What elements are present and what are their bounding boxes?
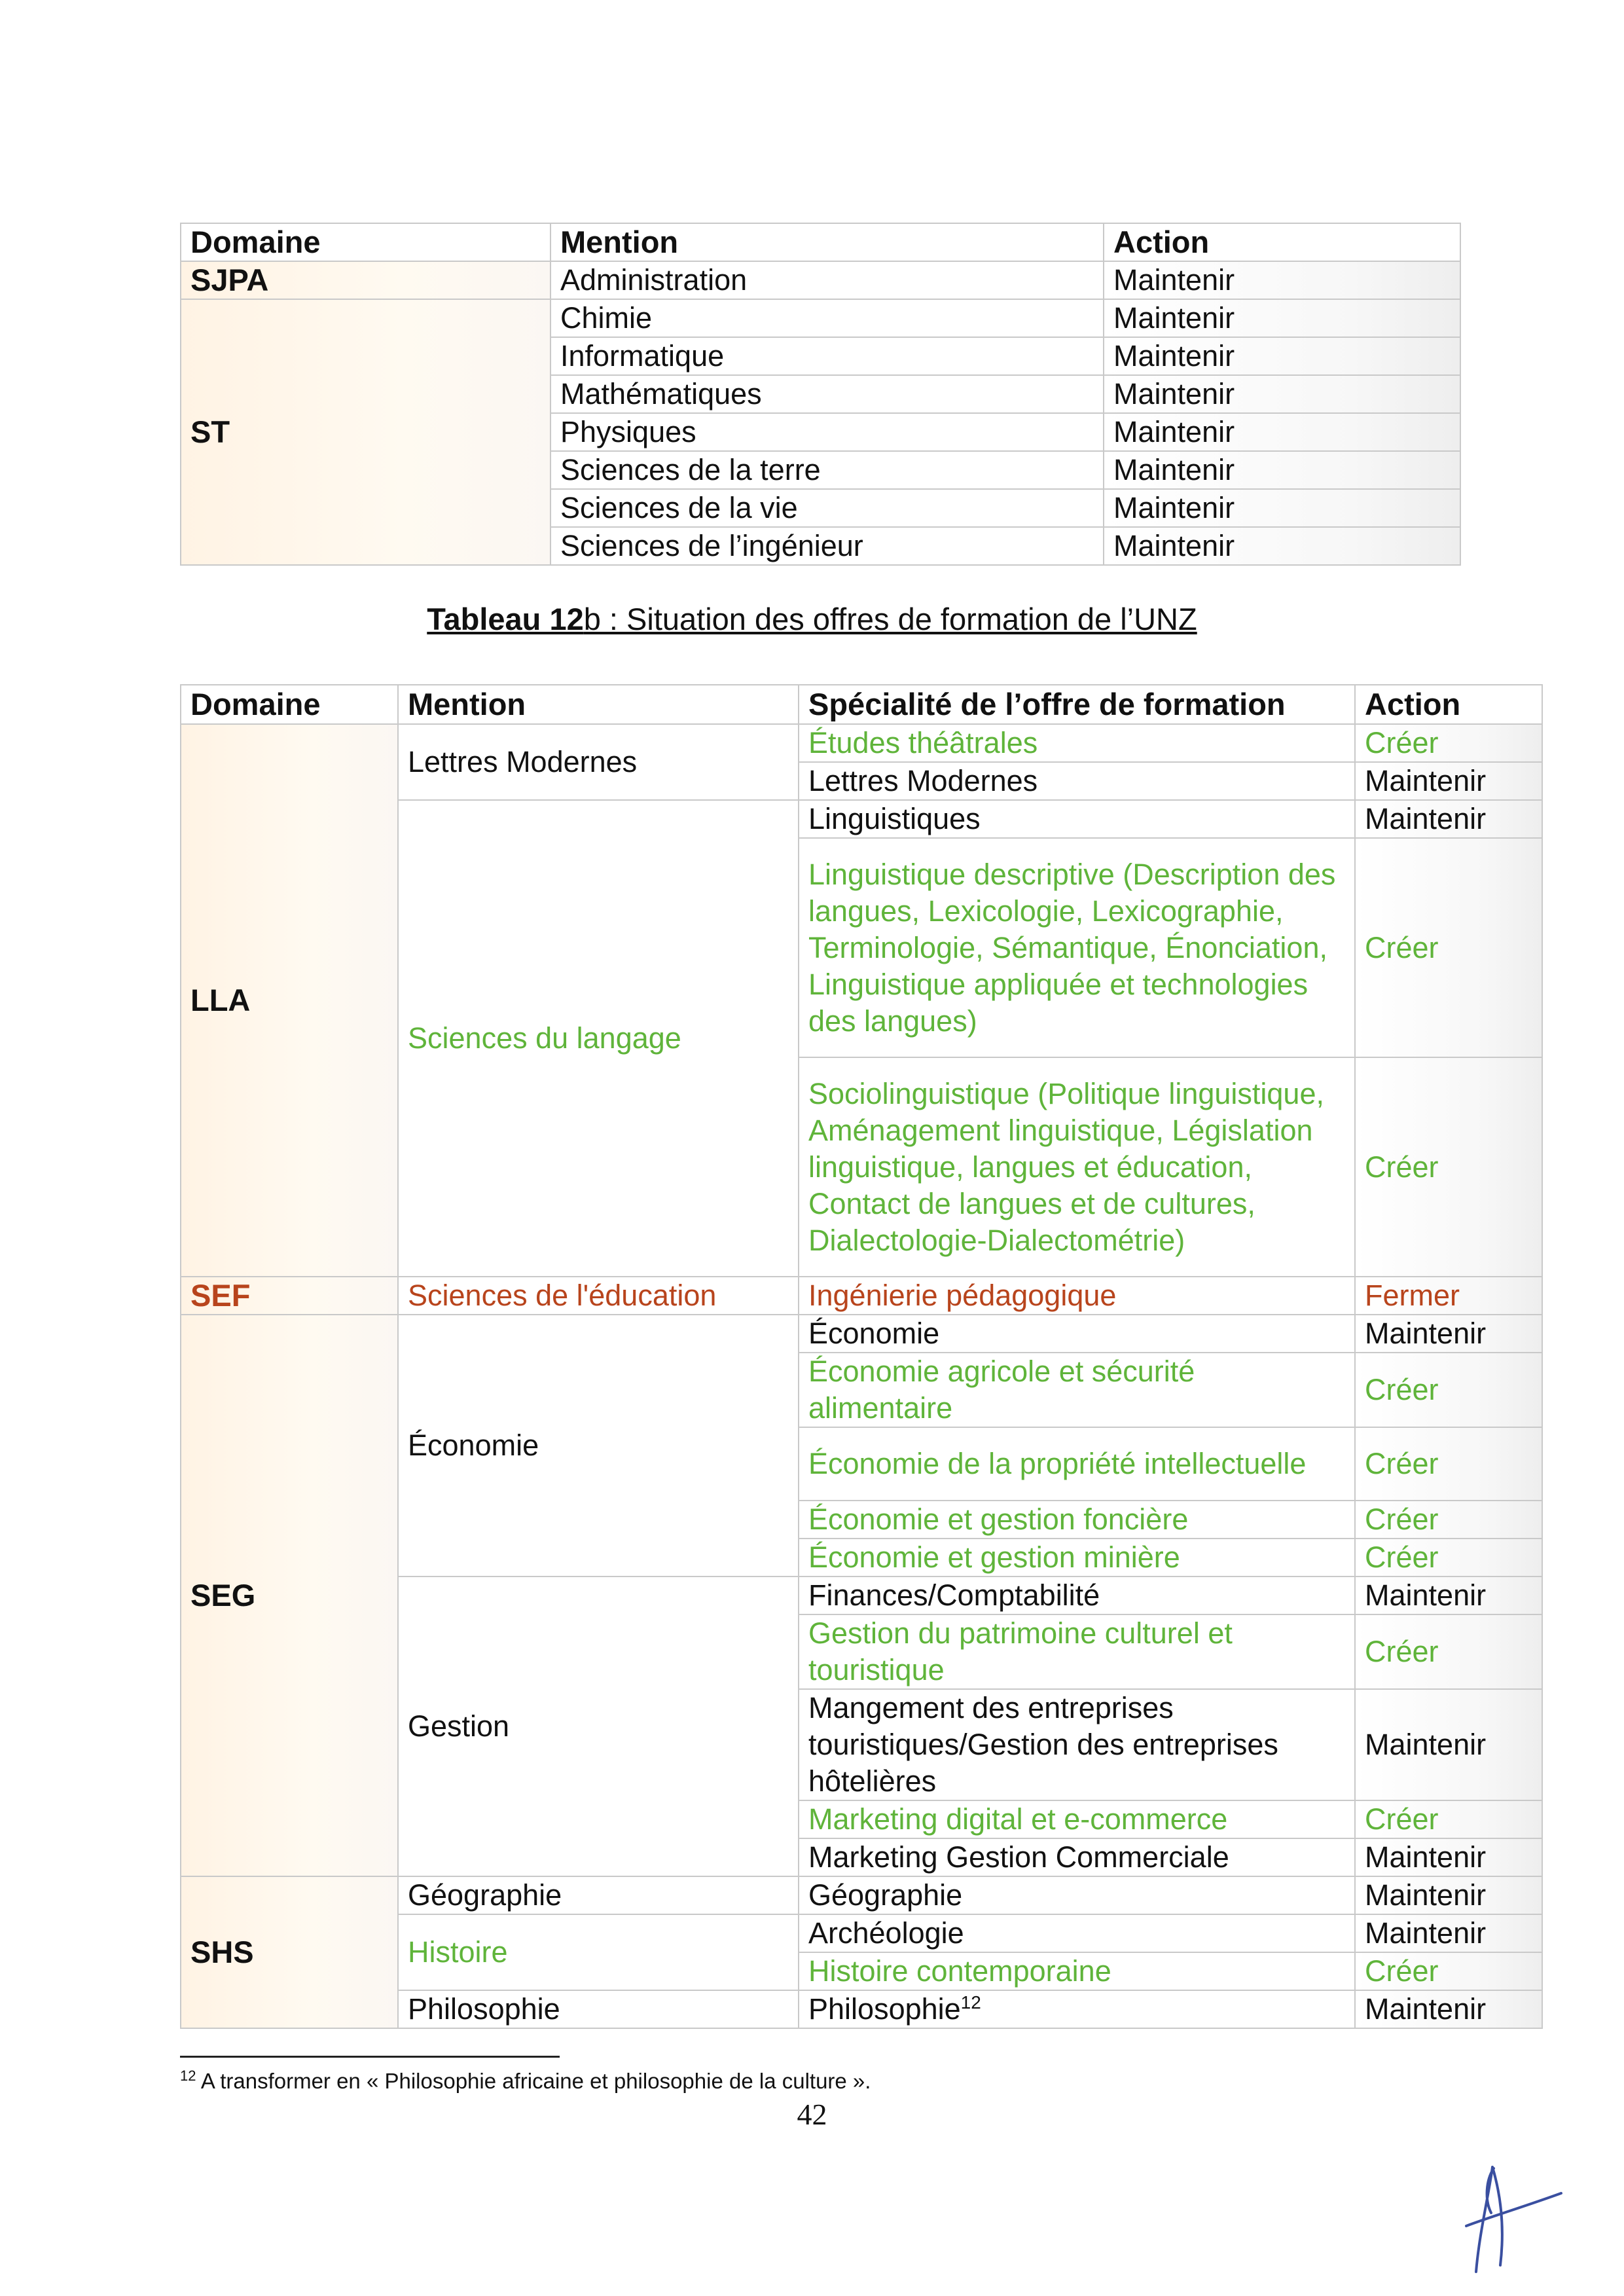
action-cell: Fermer bbox=[1355, 1277, 1542, 1315]
mention-cell: Gestion bbox=[398, 1576, 799, 1876]
action-cell: Créer bbox=[1355, 1427, 1542, 1501]
footnote: $^{12}$ A transformer en « Philosophie africaine et philosophie de la culture ». bbox=[180, 2068, 871, 2093]
page-number: 42 bbox=[797, 2098, 827, 2131]
specialite-cell: Linguistiques bbox=[799, 800, 1355, 838]
mention-cell: Administration bbox=[550, 261, 1104, 299]
action-cell: Maintenir bbox=[1104, 451, 1460, 489]
action-cell: Maintenir bbox=[1104, 337, 1460, 375]
domain-cell: SHS bbox=[181, 1876, 398, 2028]
header-mention: Mention bbox=[550, 223, 1104, 261]
action-cell: Créer bbox=[1355, 1614, 1542, 1689]
action-cell: Maintenir bbox=[1104, 527, 1460, 565]
specialite-cell: Mangement des entreprises touristiques/Gestion des entreprises hôtelières bbox=[799, 1689, 1355, 1800]
mention-cell: Physiques bbox=[550, 413, 1104, 451]
specialite-cell: Ingénierie pédagogique bbox=[799, 1277, 1355, 1315]
action-cell: Créer bbox=[1355, 724, 1542, 762]
action-cell: Créer bbox=[1355, 1353, 1542, 1427]
specialite-cell: Finances/Comptabilité bbox=[799, 1576, 1355, 1614]
action-cell: Maintenir bbox=[1355, 1315, 1542, 1353]
action-cell: Maintenir bbox=[1104, 413, 1460, 451]
header-action: Action bbox=[1355, 685, 1542, 724]
specialite-cell: Philosophie$^{12}$ bbox=[799, 1990, 1355, 2028]
mention-cell: Sciences de la terre bbox=[550, 451, 1104, 489]
specialite-cell: Géographie bbox=[799, 1876, 1355, 1914]
specialite-cell: Gestion du patrimoine culturel et touristique bbox=[799, 1614, 1355, 1689]
domain-cell: SJPA bbox=[181, 261, 550, 299]
table-offres-formation bbox=[180, 684, 1543, 2029]
action-cell: Maintenir bbox=[1104, 375, 1460, 413]
action-cell: Créer bbox=[1355, 838, 1542, 1057]
specialite-cell: Histoire contemporaine bbox=[799, 1952, 1355, 1990]
action-cell: Maintenir bbox=[1104, 489, 1460, 527]
action-cell: Maintenir bbox=[1355, 800, 1542, 838]
header-domaine: Domaine bbox=[181, 685, 398, 724]
specialite-cell: Marketing Gestion Commerciale bbox=[799, 1838, 1355, 1876]
mention-cell: Informatique bbox=[550, 337, 1104, 375]
specialite-cell: Économie et gestion foncière bbox=[799, 1501, 1355, 1539]
action-cell: Créer bbox=[1355, 1952, 1542, 1990]
mention-cell: Lettres Modernes bbox=[398, 724, 799, 800]
action-cell: Créer bbox=[1355, 1057, 1542, 1277]
specialite-cell: Archéologie bbox=[799, 1914, 1355, 1952]
specialite-cell: Sociolinguistique (Politique linguistique, Aménagement linguistique, Législation linguistique, langues et éducation, Contact de langues et de cultures, Dialectologie-Dialectométrie) bbox=[799, 1057, 1355, 1277]
mention-cell: Sciences de l'éducation bbox=[398, 1277, 799, 1315]
specialite-cell: Économie et gestion minière bbox=[799, 1539, 1355, 1576]
specialite-cell: Économie de la propriété intellectuelle bbox=[799, 1427, 1355, 1501]
action-cell: Maintenir bbox=[1104, 299, 1460, 337]
specialite-cell: Marketing digital et e-commerce bbox=[799, 1800, 1355, 1838]
mention-cell: Sciences de l’ingénieur bbox=[550, 527, 1104, 565]
mention-cell: Géographie bbox=[398, 1876, 799, 1914]
action-cell: Maintenir bbox=[1355, 1576, 1542, 1614]
specialite-cell: Lettres Modernes bbox=[799, 762, 1355, 800]
specialite-cell: Études théâtrales bbox=[799, 724, 1355, 762]
mention-cell: Philosophie bbox=[398, 1990, 799, 2028]
mention-cell: Histoire bbox=[398, 1914, 799, 1990]
mention-cell: Chimie bbox=[550, 299, 1104, 337]
specialite-cell: Linguistique descriptive (Description des langues, Lexicologie, Lexicographie, Terminologie, Sémantique, Énonciation, Linguistique appliquée et technologies des langues) bbox=[799, 838, 1355, 1057]
domain-cell: SEF bbox=[181, 1277, 398, 1315]
action-cell: Créer bbox=[1355, 1501, 1542, 1539]
footnote-ref: 12 bbox=[960, 1992, 981, 2013]
signature-image bbox=[1453, 2154, 1564, 2278]
footnote-separator bbox=[180, 2056, 560, 2058]
domain-cell: ST bbox=[181, 299, 550, 565]
mention-cell: Économie bbox=[398, 1315, 799, 1576]
mention-cell: Mathématiques bbox=[550, 375, 1104, 413]
table-mentions bbox=[180, 223, 1461, 566]
action-cell: Maintenir bbox=[1355, 1876, 1542, 1914]
action-cell: Maintenir bbox=[1355, 1914, 1542, 1952]
action-cell: Maintenir bbox=[1104, 261, 1460, 299]
action-cell: Maintenir bbox=[1355, 1838, 1542, 1876]
specialite-cell: Économie bbox=[799, 1315, 1355, 1353]
table-caption: Tableau 12b : Situation des offres de formation de l’UNZ bbox=[427, 602, 1197, 636]
header-mention: Mention bbox=[398, 685, 799, 724]
mention-cell: Sciences de la vie bbox=[550, 489, 1104, 527]
header-specialite: Spécialité de l’offre de formation bbox=[799, 685, 1355, 724]
header-action: Action bbox=[1104, 223, 1460, 261]
action-cell: Maintenir bbox=[1355, 762, 1542, 800]
domain-cell: LLA bbox=[181, 724, 398, 1277]
mention-cell: Sciences du langage bbox=[398, 800, 799, 1277]
header-domaine: Domaine bbox=[181, 223, 550, 261]
action-cell: Maintenir bbox=[1355, 1990, 1542, 2028]
domain-cell: SEG bbox=[181, 1315, 398, 1876]
specialite-cell: Économie agricole et sécurité alimentaire bbox=[799, 1353, 1355, 1427]
action-cell: Créer bbox=[1355, 1539, 1542, 1576]
action-cell: Maintenir bbox=[1355, 1689, 1542, 1800]
action-cell: Créer bbox=[1355, 1800, 1542, 1838]
